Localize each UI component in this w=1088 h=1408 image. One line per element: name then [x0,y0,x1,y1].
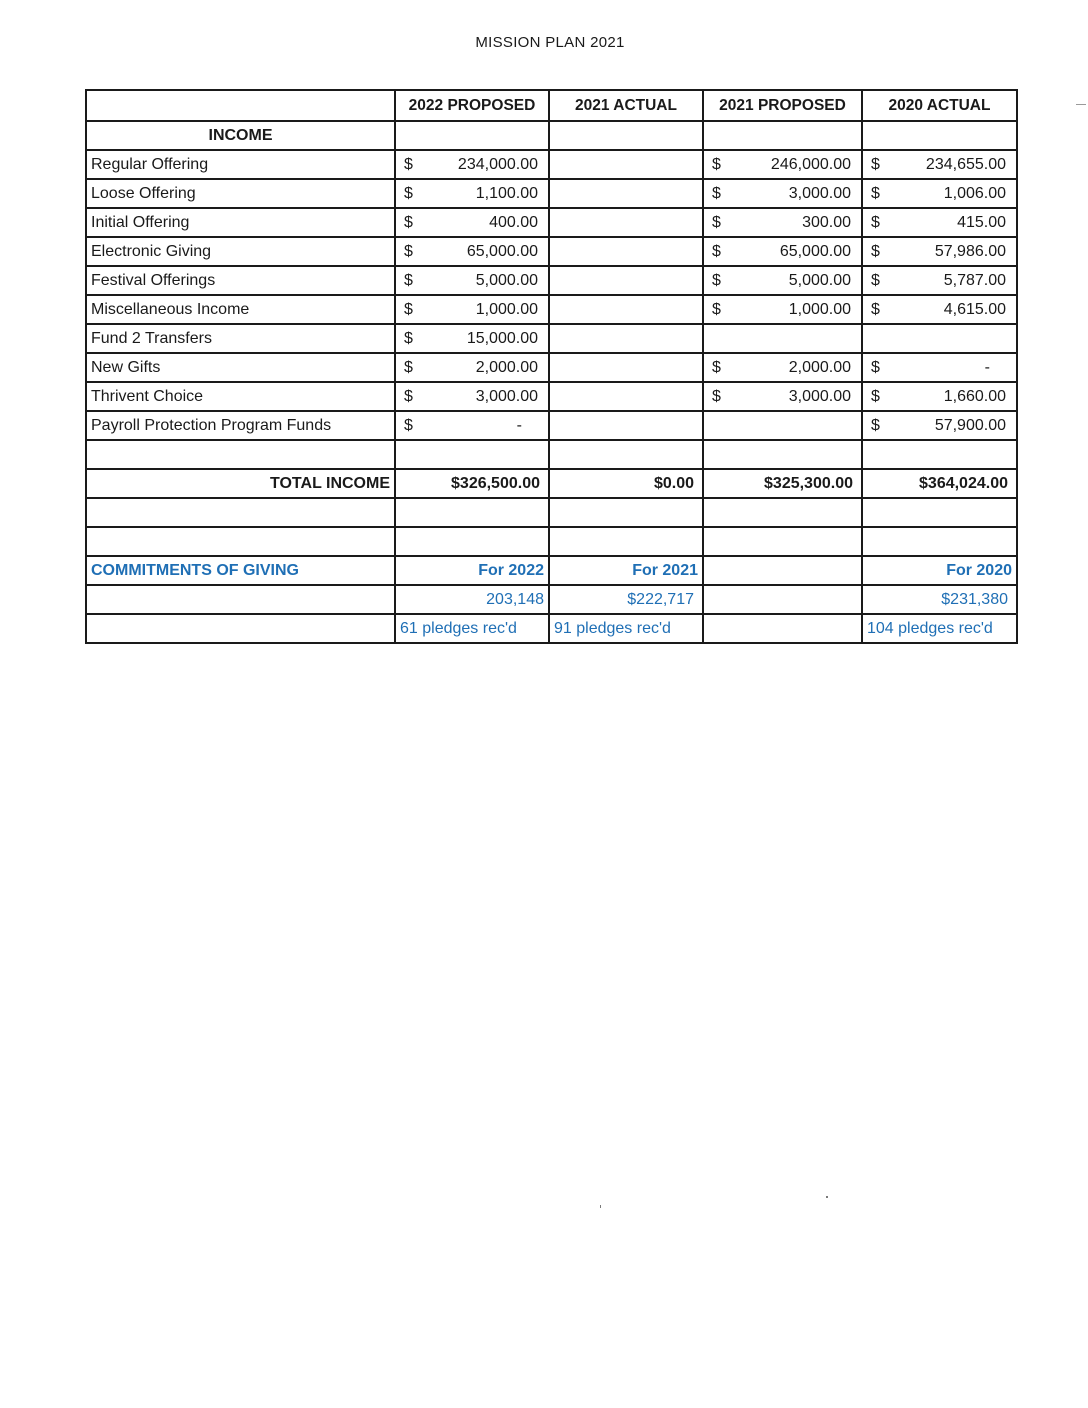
amount-cell-2022-proposed [395,237,549,266]
amount-cell-2021-proposed [703,237,862,266]
amount-cell-2021-proposed [703,382,862,411]
amount-value: - [984,358,990,376]
income-row-label: Festival Offerings [86,266,395,295]
col-header-2022-proposed: 2022 PROPOSED [395,90,549,121]
currency-symbol: $ [712,387,721,405]
commitments-amount-row [86,585,1017,614]
amount-cell-2021-proposed [703,179,862,208]
amount-cell-2021-actual [549,237,703,266]
total-2021-proposed: $325,300.00 [703,469,862,498]
empty-cell [86,614,395,643]
currency-symbol: $ [712,155,721,173]
amount-value: 300.00 [802,213,851,231]
amount-cell-2020-actual [862,324,1017,353]
amount-cell-2022-proposed [395,208,549,237]
amount-cell-2022-proposed [395,324,549,353]
income-row [86,295,1017,324]
total-2020-actual: $364,024.00 [862,469,1017,498]
amount-cell-2020-actual [862,382,1017,411]
income-row-label: Fund 2 Transfers [86,324,395,353]
amount-value: 3,000.00 [788,184,851,202]
income-row-label: Electronic Giving [86,237,395,266]
empty-cell [703,614,862,643]
empty-cell [549,121,703,150]
currency-symbol: $ [404,271,413,289]
amount-cell-2020-actual [862,237,1017,266]
currency-symbol: $ [871,387,880,405]
currency-symbol: $ [871,300,880,318]
amount-value: 57,900.00 [934,416,1006,434]
income-rows [86,150,1017,440]
currency-symbol: $ [871,271,880,289]
column-header-row [86,90,1017,121]
currency-symbol: $ [712,184,721,202]
income-section-label: INCOME [86,121,395,150]
amount-value: 5,000.00 [475,271,538,289]
currency-symbol: $ [712,213,721,231]
commitments-header-2021: For 2021 [549,556,703,585]
currency-symbol: $ [712,242,721,260]
amount-value: 2,000.00 [788,358,851,376]
empty-cell [703,556,862,585]
income-row [86,353,1017,382]
currency-symbol: $ [871,213,880,231]
amount-cell-2021-actual [549,150,703,179]
currency-symbol: $ [404,184,413,202]
amount-value: - [516,416,522,434]
currency-symbol: $ [404,155,413,173]
amount-cell-2021-actual [549,324,703,353]
income-row [86,382,1017,411]
spacer-row [86,440,1017,469]
empty-cell [703,121,862,150]
amount-value: 246,000.00 [770,155,851,173]
currency-symbol: $ [404,242,413,260]
amount-value: 234,655.00 [925,155,1006,173]
income-row-label: Regular Offering [86,150,395,179]
commitments-header-2020: For 2020 [862,556,1017,585]
income-row-label: Miscellaneous Income [86,295,395,324]
amount-cell-2021-actual [549,179,703,208]
scan-speck [600,1205,601,1208]
amount-cell-2020-actual [862,411,1017,440]
empty-cell [703,585,862,614]
amount-value: 57,986.00 [934,242,1006,260]
amount-value: 4,615.00 [943,300,1006,318]
currency-symbol: $ [404,300,413,318]
income-row [86,266,1017,295]
currency-symbol: $ [712,358,721,376]
commitments-header-row [86,556,1017,585]
amount-cell-2021-actual [549,295,703,324]
currency-symbol: $ [871,184,880,202]
amount-cell-2022-proposed [395,382,549,411]
col-header-2021-actual: 2021 ACTUAL [549,90,703,121]
income-row [86,237,1017,266]
currency-symbol: $ [404,387,413,405]
total-income-label: TOTAL INCOME [86,469,395,498]
income-row [86,179,1017,208]
amount-cell-2022-proposed [395,411,549,440]
commitment-amount-2021: $222,717 [549,585,703,614]
income-row [86,208,1017,237]
amount-value: 400.00 [489,213,538,231]
amount-cell-2022-proposed [395,266,549,295]
amount-value: 1,660.00 [943,387,1006,405]
pledges-2022: 61 pledges rec'd [395,614,549,643]
amount-cell-2021-actual [549,208,703,237]
amount-cell-2021-proposed [703,266,862,295]
currency-symbol: $ [404,213,413,231]
pledges-2020: 104 pledges rec'd [862,614,1017,643]
total-2021-actual: $0.00 [549,469,703,498]
total-2022-proposed: $326,500.00 [395,469,549,498]
scan-edge-mark [1076,104,1086,105]
amount-value: 1,100.00 [475,184,538,202]
amount-value: 1,000.00 [788,300,851,318]
amount-cell-2022-proposed [395,179,549,208]
empty-cell [86,585,395,614]
amount-cell-2020-actual [862,179,1017,208]
amount-value: 234,000.00 [457,155,538,173]
currency-symbol: $ [404,329,413,347]
currency-symbol: $ [712,300,721,318]
amount-cell-2021-actual [549,382,703,411]
income-row-label: Initial Offering [86,208,395,237]
currency-symbol: $ [871,155,880,173]
income-row [86,411,1017,440]
amount-cell-2020-actual [862,266,1017,295]
income-row-label: Thrivent Choice [86,382,395,411]
empty-cell [395,121,549,150]
income-row [86,324,1017,353]
amount-value: 5,787.00 [943,271,1006,289]
amount-cell-2022-proposed [395,150,549,179]
amount-cell-2021-actual [549,411,703,440]
income-section-row [86,121,1017,150]
commitment-amount-2020: $231,380 [862,585,1017,614]
amount-cell-2020-actual [862,150,1017,179]
commitments-header-2022: For 2022 [395,556,549,585]
currency-symbol: $ [871,358,880,376]
income-row-label: New Gifts [86,353,395,382]
amount-cell-2021-actual [549,353,703,382]
amount-cell-2022-proposed [395,353,549,382]
amount-value: 2,000.00 [475,358,538,376]
spacer-row [86,527,1017,556]
amount-cell-2021-proposed [703,208,862,237]
amount-cell-2020-actual [862,208,1017,237]
amount-cell-2021-proposed [703,411,862,440]
col-header-2020-actual: 2020 ACTUAL [862,90,1017,121]
commitments-pledges-row [86,614,1017,643]
pledges-2021: 91 pledges rec'd [549,614,703,643]
amount-cell-2021-proposed [703,353,862,382]
amount-value: 3,000.00 [475,387,538,405]
currency-symbol: $ [712,271,721,289]
empty-cell [862,121,1017,150]
currency-symbol: $ [404,358,413,376]
header-blank-cell [86,90,395,121]
currency-symbol: $ [871,416,880,434]
amount-value: 1,006.00 [943,184,1006,202]
page-title: MISSION PLAN 2021 [475,34,625,51]
currency-symbol: $ [404,416,413,434]
amount-cell-2021-proposed [703,150,862,179]
amount-cell-2021-actual [549,266,703,295]
commitments-label: COMMITMENTS OF GIVING [86,556,395,585]
amount-value: 3,000.00 [788,387,851,405]
scan-speck [826,1196,828,1198]
amount-cell-2020-actual [862,353,1017,382]
spacer-row [86,498,1017,527]
amount-cell-2021-proposed [703,295,862,324]
mission-plan-table [85,89,1018,644]
currency-symbol: $ [871,242,880,260]
amount-cell-2021-proposed [703,324,862,353]
amount-cell-2020-actual [862,295,1017,324]
amount-value: 65,000.00 [779,242,851,260]
amount-value: 1,000.00 [475,300,538,318]
amount-value: 15,000.00 [466,329,538,347]
commitment-amount-2022: 203,148 [395,585,549,614]
income-row-label: Payroll Protection Program Funds [86,411,395,440]
amount-cell-2022-proposed [395,295,549,324]
col-header-2021-proposed: 2021 PROPOSED [703,90,862,121]
amount-value: 65,000.00 [466,242,538,260]
income-row [86,150,1017,179]
amount-value: 5,000.00 [788,271,851,289]
income-row-label: Loose Offering [86,179,395,208]
amount-value: 415.00 [957,213,1006,231]
total-income-row [86,469,1017,498]
